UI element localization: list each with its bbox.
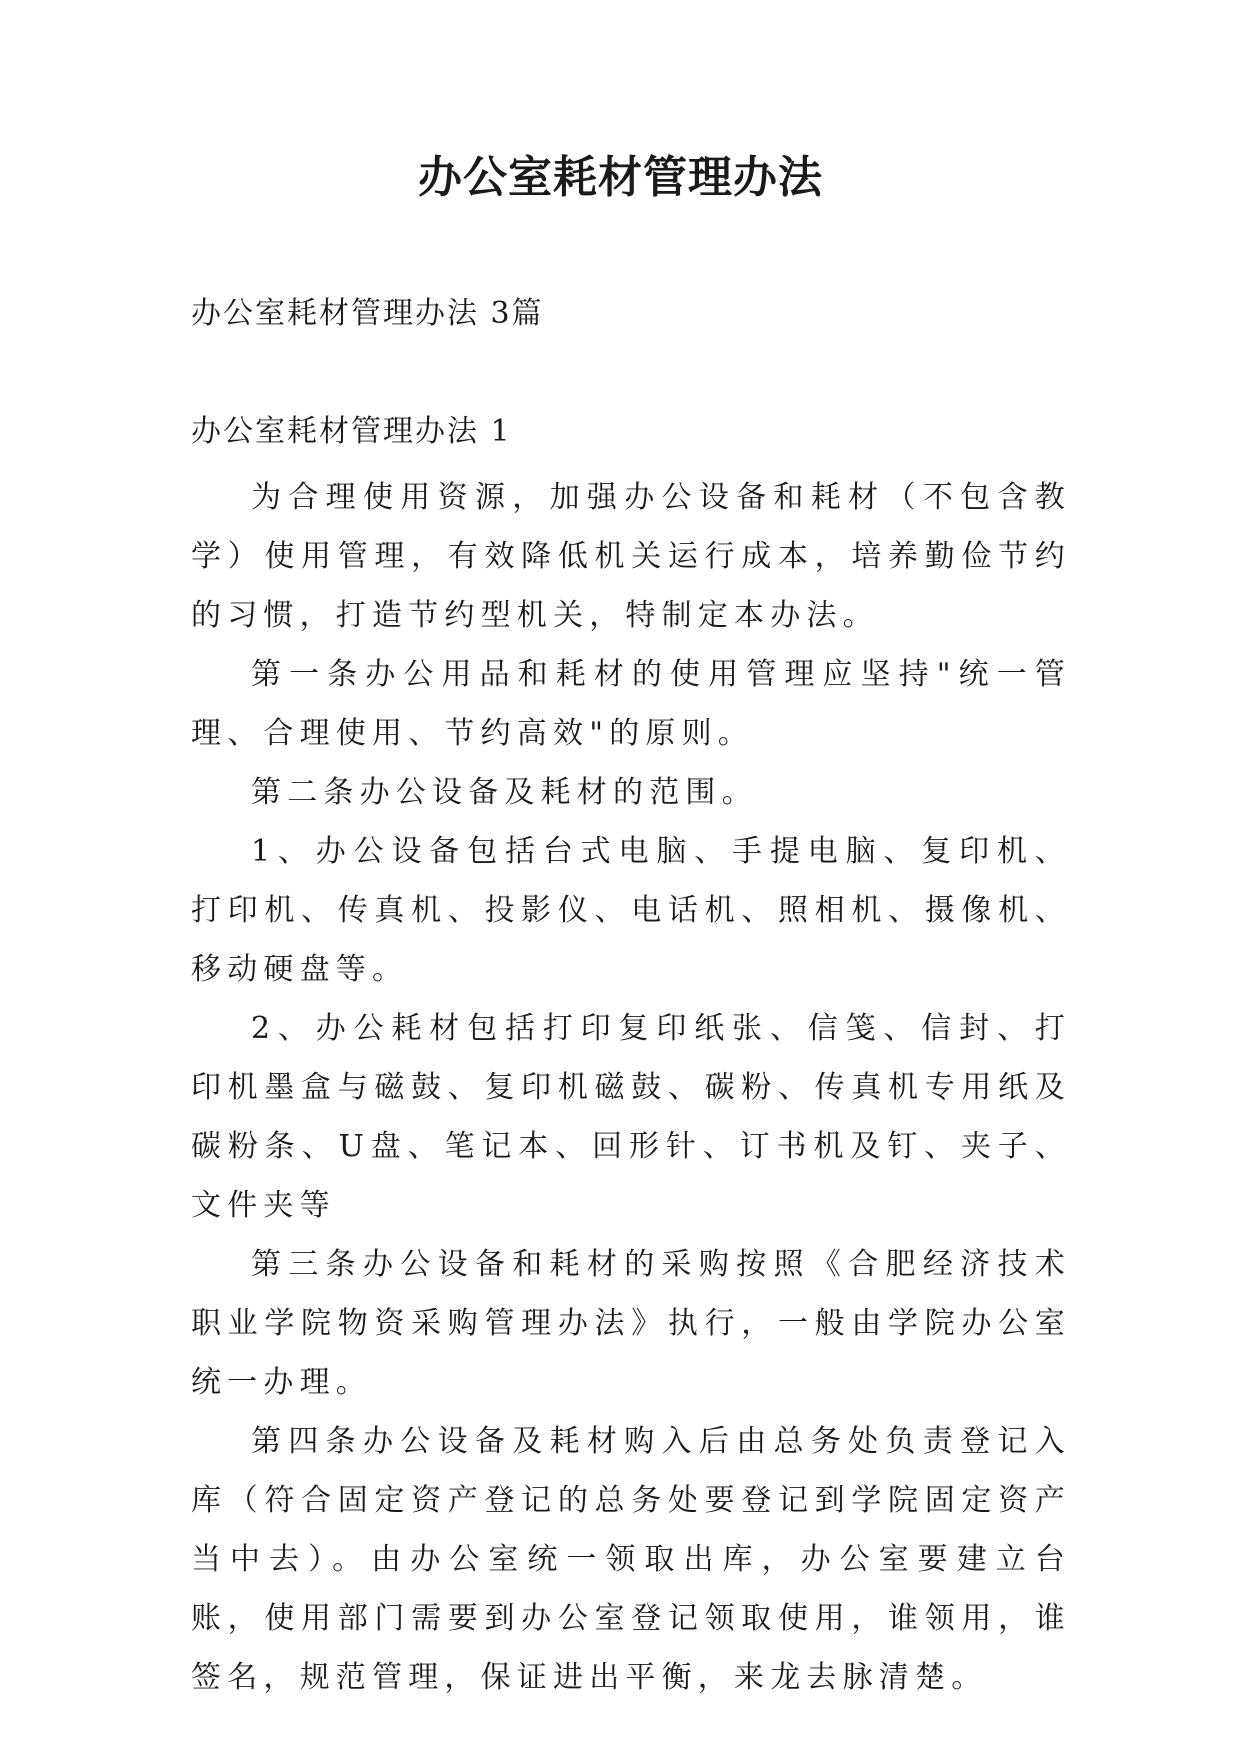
paragraph-item-2: 2、办公耗材包括打印复印纸张、信笺、信封、打印机墨盒与磁鼓、复印机磁鼓、碳粉、传真机专用纸及碳粉条、U盘、笔记本、回形针、订书机及钉、夹子、文件夹等: [191, 1011, 1071, 1223]
body-text: [191, 468, 1071, 1707]
document-title: 办公室耗材管理办法: [418, 152, 823, 203]
paragraph-item-1: 1、办公设备包括台式电脑、手提电脑、复印机、打印机、传真机、投影仪、电话机、照相机、摄像机、移动硬盘等。: [191, 834, 1071, 987]
paragraph-article-2: 第二条办公设备及耗材的范围。: [251, 775, 758, 810]
paragraph-article-4: 第四条办公设备及耗材购入后由总务处负责登记入库（符合固定资产登记的总务处要登记到学院固定资产当中去）。由办公室统一领取出库，办公室要建立台账，使用部门需要到办公室登记领取使用，谁领用，谁签名，规范管理，保证进出平衡，来龙去脉清楚。: [191, 1424, 1071, 1695]
paragraph-article-3: 第三条办公设备和耗材的采购按照《合肥经济技术职业学院物资采购管理办法》执行，一般由学院办公室统一办理。: [191, 1247, 1071, 1400]
paragraph-article-1: 第一条办公用品和耗材的使用管理应坚持"统一管理、合理使用、节约高效"的原则。: [191, 657, 1071, 751]
paragraph-intro: 为合理使用资源，加强办公设备和耗材（不包含教学）使用管理，有效降低机关运行成本，培养勤俭节约的习惯，打造节约型机关，特制定本办法。: [191, 480, 1071, 633]
section-heading: 办公室耗材管理办法 1: [191, 414, 512, 449]
document-subtitle: 办公室耗材管理办法 3篇: [191, 296, 544, 331]
